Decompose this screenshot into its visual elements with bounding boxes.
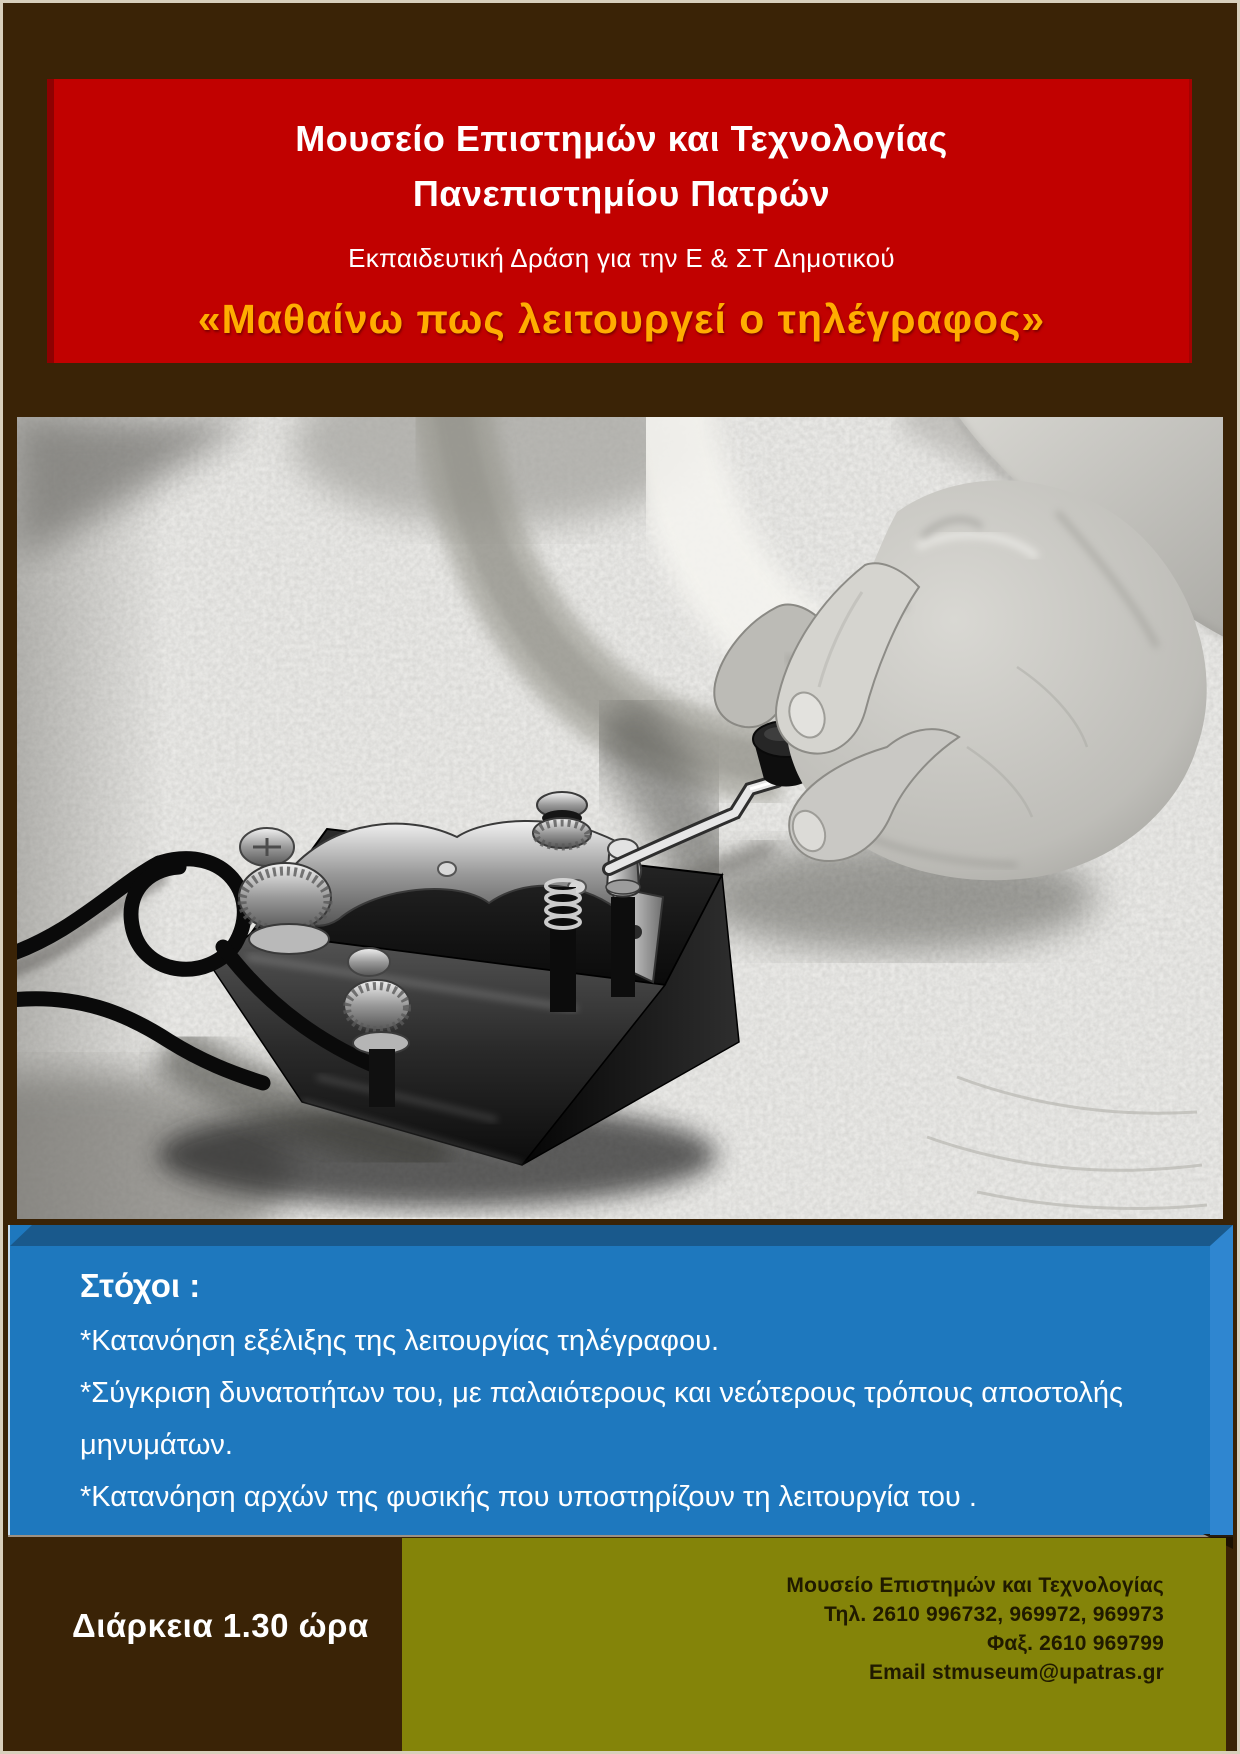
museum-title bbox=[54, 111, 1189, 221]
goal-item-1: *Κατανόηση εξέλιξης της λειτουργίας τηλέγραφου. bbox=[80, 1325, 720, 1357]
contact-email: Email stmuseum@upatras.gr bbox=[868, 1661, 1164, 1684]
museum-title-line2: Πανεπιστημίου Πατρών bbox=[412, 173, 831, 214]
telegraph-photo bbox=[17, 417, 1223, 1219]
goal-item-3: *Κατανόηση αρχών της φυσικής που υποστηρίζουν τη λειτουργία του . bbox=[80, 1481, 977, 1513]
contact-phone: Τηλ. 2610 996732, 969972, 969973 bbox=[824, 1603, 1164, 1626]
header-banner bbox=[47, 79, 1192, 363]
goals-heading: Στόχοι : bbox=[80, 1267, 201, 1304]
goals-panel bbox=[8, 1225, 1233, 1535]
goal-item-2: *Σύγκριση δυνατοτήτων του, με παλαιότερους και νεώτερους τρόπους αποστολής μηνυμάτων. bbox=[80, 1377, 1123, 1461]
museum-title-line1: Μουσείο Επιστημών και Τεχνολογίας bbox=[295, 118, 948, 159]
contact-name: Μουσείο Επιστημών και Τεχνολογίας bbox=[786, 1574, 1164, 1597]
telegraph-photo-scene bbox=[17, 417, 1223, 1219]
contact-panel bbox=[402, 1538, 1226, 1754]
duration-label: Διάρκεια 1.30 ώρα bbox=[72, 1607, 369, 1644]
activity-title: «Μαθαίνω πως λειτουργεί ο τηλέγραφος» bbox=[197, 296, 1046, 342]
activity-subtitle: Εκπαιδευτική Δράση για την Ε & ΣΤ Δημοτικού bbox=[348, 243, 895, 273]
contact-fax: Φαξ. 2610 969799 bbox=[987, 1632, 1164, 1655]
